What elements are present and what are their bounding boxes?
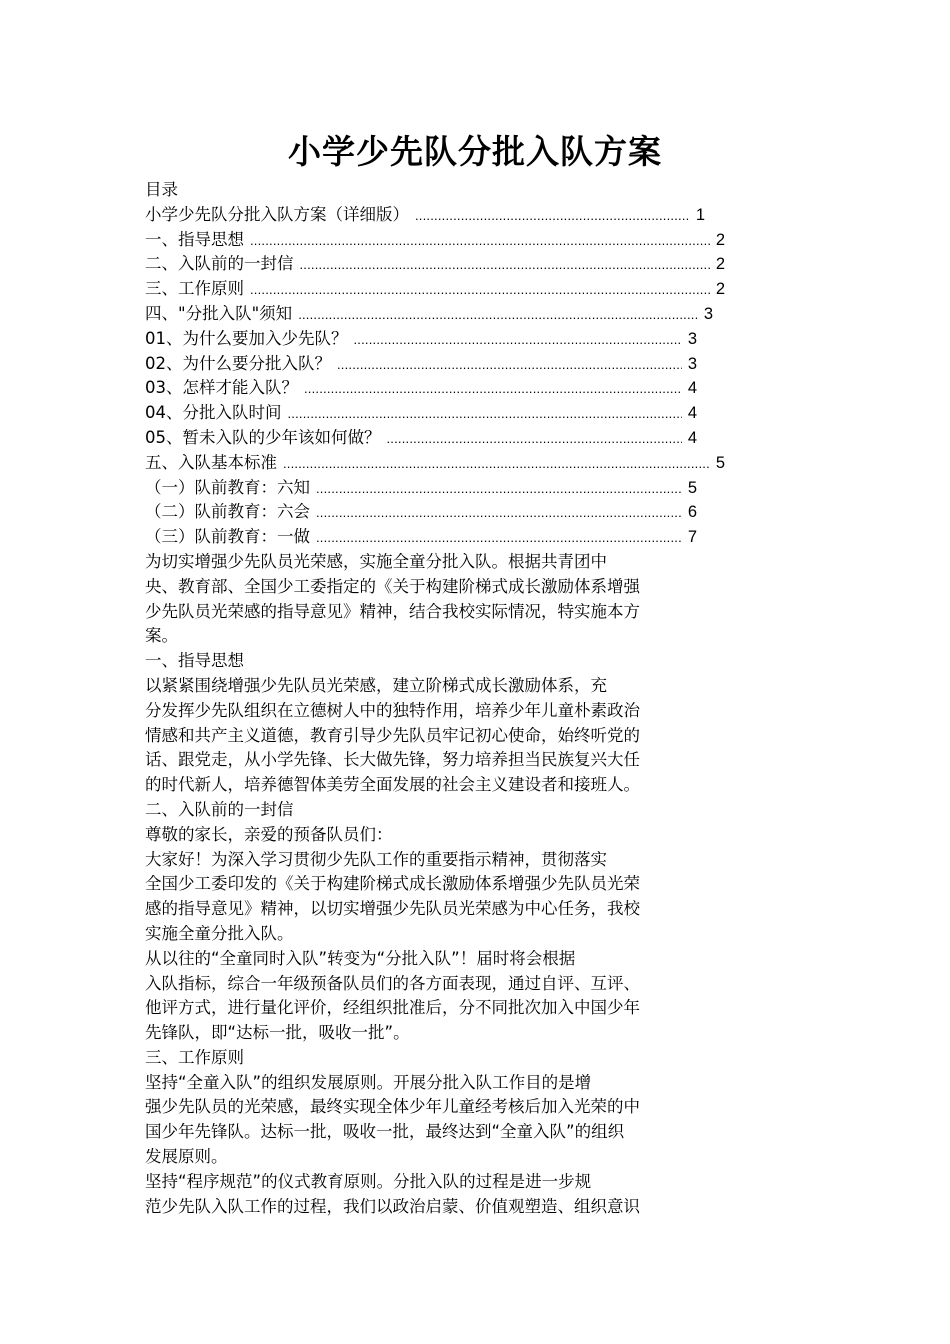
toc-page-number: 1 <box>695 205 705 224</box>
body-text-line: 分发挥少先队组织在立德树人中的独特作用，培养少年儿童朴素政治 <box>145 700 640 720</box>
toc-page-number: 3 <box>687 329 697 348</box>
body-text-line: 坚持“程序规范”的仪式教育原则。分批入队的过程是进一步规 <box>145 1171 592 1191</box>
toc-dot-leader <box>304 376 682 401</box>
toc-entry[interactable] <box>145 327 697 352</box>
document-body <box>145 550 725 1220</box>
toc-entry-title: 一、指导思想 <box>145 229 244 249</box>
toc-page-number: 2 <box>715 230 725 249</box>
body-text-line: 先锋队，即“达标一批，吸收一批”。 <box>145 1023 410 1043</box>
toc-entry[interactable] <box>145 203 705 228</box>
toc-page-number: 6 <box>687 503 697 522</box>
toc-entry[interactable] <box>145 525 697 550</box>
toc-entry-title: 05、暂未入队的少年该如何做？ <box>145 427 381 447</box>
toc-entry-title: 02、为什么要分批入队？ <box>145 353 331 373</box>
toc-entry[interactable] <box>145 451 725 476</box>
body-text-line: 以紧紧围绕增强少先队员光荣感，建立阶梯式成长激励体系，充 <box>145 675 607 695</box>
body-text-line: 少先队员光荣感的指导意见》精神，结合我校实际情况，特实施本方 <box>145 601 640 621</box>
toc-page-number: 7 <box>687 528 697 547</box>
toc-entry-title: 01、为什么要加入少先队？ <box>145 328 348 348</box>
toc-dot-leader <box>316 476 682 501</box>
toc-dot-leader <box>387 426 682 451</box>
toc-dot-leader <box>337 352 682 377</box>
toc-page-number: 2 <box>715 255 725 274</box>
toc-entry-title: 04、分批入队时间 <box>145 403 282 423</box>
document-content <box>145 178 725 1219</box>
body-text-line: 全国少工委印发的《关于构建阶梯式成长激励体系增强少先队员光荣 <box>145 874 640 894</box>
toc-entry-title: （一）队前教育：六知 <box>145 477 310 497</box>
toc-dot-leader <box>250 228 710 253</box>
toc-entry[interactable] <box>145 476 697 501</box>
toc-page-number: 5 <box>687 478 697 497</box>
toc-entry[interactable] <box>145 302 713 327</box>
toc-page-number: 3 <box>687 354 697 373</box>
body-text-line: 国少年先锋队。达标一批，吸收一批，最终达到“全童入队”的组织 <box>145 1122 625 1142</box>
toc-dot-leader <box>300 252 710 277</box>
toc-dot-leader <box>298 302 698 327</box>
table-of-contents <box>145 203 725 550</box>
toc-dot-leader <box>283 451 710 476</box>
body-text-line: 案。 <box>145 626 178 646</box>
body-text-line: 央、教育部、全国少工委指定的《关于构建阶梯式成长激励体系增强 <box>145 576 640 596</box>
body-text-line: 他评方式，进行量化评价，经组织批准后，分不同批次加入中国少年 <box>145 998 640 1018</box>
toc-entry[interactable] <box>145 352 697 377</box>
toc-page-number: 4 <box>687 428 697 447</box>
toc-dot-leader <box>250 277 710 302</box>
toc-dot-leader <box>316 500 682 525</box>
document-title: 小学少先队分批入队方案 <box>288 132 662 171</box>
body-text-line: 大家好！为深入学习贯彻少先队工作的重要指示精神，贯彻落实 <box>145 849 607 869</box>
toc-page-number: 5 <box>715 453 725 472</box>
toc-dot-leader <box>354 327 682 352</box>
toc-entry-title: （二）队前教育：六会 <box>145 502 310 522</box>
toc-entry-title: 二、入队前的一封信 <box>145 254 294 274</box>
toc-entry[interactable] <box>145 500 697 525</box>
body-text-line: 实施全童分批入队。 <box>145 923 294 943</box>
toc-entry-title: 03、怎样才能入队？ <box>145 378 298 398</box>
body-text-line: 三、工作原则 <box>145 1047 244 1067</box>
toc-entry-title: 三、工作原则 <box>145 279 244 299</box>
toc-entry[interactable] <box>145 401 697 426</box>
toc-entry-title: （三）队前教育：一做 <box>145 527 310 547</box>
toc-entry[interactable] <box>145 376 697 401</box>
body-text-line: 入队指标，综合一年级预备队员们的各方面表现，通过自评、互评、 <box>145 973 640 993</box>
toc-page-number: 3 <box>703 304 713 323</box>
toc-page-number: 2 <box>715 280 725 299</box>
toc-entry[interactable] <box>145 252 725 277</box>
body-text-line: 尊敬的家长，亲爱的预备队员们： <box>145 824 393 844</box>
toc-entry-title: 五、入队基本标准 <box>145 452 277 472</box>
body-text-line: 坚持“全童入队”的组织发展原则。开展分批入队工作目的是增 <box>145 1072 592 1092</box>
toc-entry[interactable] <box>145 228 725 253</box>
toc-heading: 目录 <box>145 180 178 199</box>
toc-dot-leader <box>316 525 682 550</box>
body-text-line: 二、入队前的一封信 <box>145 799 294 819</box>
toc-entry-title: 四、"分批入队"须知 <box>145 303 293 323</box>
body-text-line: 话、跟党走，从小学先锋、长大做先锋，努力培养担当民族复兴大任 <box>145 750 640 770</box>
toc-page-number: 4 <box>687 379 697 398</box>
toc-page-number: 4 <box>687 404 697 423</box>
body-text-line: 感的指导意见》精神，以切实增强少先队员光荣感为中心任务，我校 <box>145 899 640 919</box>
body-text-line: 情感和共产主义道德，教育引导少先队员牢记初心使命，始终听党的 <box>145 725 640 745</box>
body-text-line: 发展原则。 <box>145 1147 228 1167</box>
body-text-line: 从以往的“全童同时入队”转变为“分批入队”！届时将会根据 <box>145 948 576 968</box>
toc-entry-title: 小学少先队分批入队方案（详细版） <box>145 204 409 224</box>
toc-dot-leader <box>288 401 682 426</box>
body-text-line: 的时代新人，培养德智体美劳全面发展的社会主义建设者和接班人。 <box>145 775 640 795</box>
body-text-line: 为切实增强少先队员光荣感，实施全童分批入队。根据共青团中 <box>145 551 607 571</box>
toc-entry[interactable] <box>145 426 697 451</box>
toc-entry[interactable] <box>145 277 725 302</box>
body-text-line: 一、指导思想 <box>145 651 244 671</box>
body-text-line: 强少先队员的光荣感，最终实现全体少年儿童经考核后加入光荣的中 <box>145 1097 640 1117</box>
body-text-line: 范少先队入队工作的过程，我们以政治启蒙、价值观塑造、组织意识 <box>145 1196 640 1216</box>
toc-dot-leader <box>415 203 690 228</box>
